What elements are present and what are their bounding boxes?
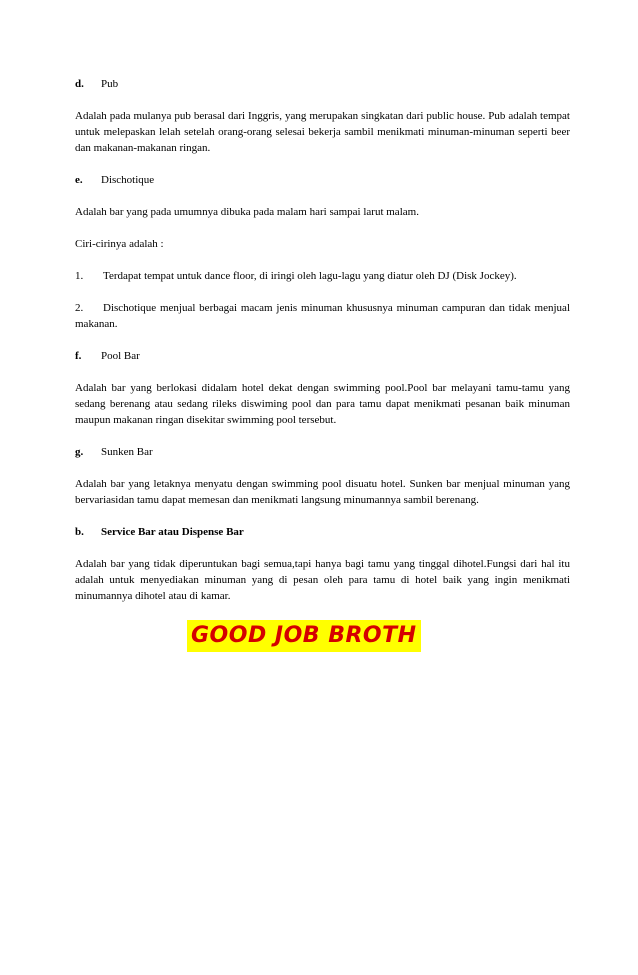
list-item-number: 2. bbox=[75, 302, 84, 314]
section-paragraph-sunken-bar: Adalah bar yang letaknya menyatu dengan swimming pool disuatu hotel. Sunken bar menjual minuman yang bervariasidan tamu dapat memesan dan menikmati langsung minumannya sambil berenang. bbox=[75, 478, 570, 506]
section-letter: e. bbox=[75, 174, 83, 186]
section-letter: g. bbox=[75, 446, 84, 458]
section-letter: b. bbox=[75, 526, 84, 538]
section-paragraph-service-bar: Adalah bar yang tidak diperuntukan bagi semua,tapi hanya bagi tamu yang tinggal dihotel.Fungsi dari hal itu adalah untuk menyediakan minuman yang di pesan oleh para tamu di hotel baik yang ingin menikmati minumannya dihotel atau di kamar. bbox=[75, 558, 570, 602]
section-heading-pool-bar bbox=[75, 348, 570, 364]
section-letter: f. bbox=[75, 350, 82, 362]
section-title: Dischotique bbox=[101, 174, 155, 186]
document-page bbox=[75, 76, 570, 652]
section-heading-service-bar bbox=[75, 524, 570, 540]
section-heading-sunken-bar bbox=[75, 444, 570, 460]
section-heading-pub bbox=[75, 76, 570, 92]
list-item-text: Dischotique menjual berbagai macam jenis minuman khususnya minuman campuran dan tidak menjual makanan. bbox=[75, 302, 570, 330]
section-title: Sunken Bar bbox=[101, 446, 153, 458]
section-paragraph-pub: Adalah pada mulanya pub berasal dari Inggris, yang merupakan singkatan dari public house. Pub adalah tempat untuk melepaskan lelah setelah orang-orang selesai bekerja sambil menikmati minuman-minuman seperti beer dan makanan-makanan ringan. bbox=[75, 110, 570, 154]
section-title: Pool Bar bbox=[101, 350, 140, 362]
section-paragraph-dischotique: Adalah bar yang pada umumnya dibuka pada malam hari sampai larut malam. bbox=[75, 206, 419, 218]
list-item-number: 1. bbox=[75, 270, 84, 282]
list-item bbox=[75, 300, 570, 332]
banner-container bbox=[75, 620, 570, 652]
section-heading-dischotique bbox=[75, 172, 570, 188]
section-title: Service Bar atau Dispense Bar bbox=[101, 526, 244, 538]
section-title: Pub bbox=[101, 78, 119, 90]
list-item bbox=[75, 268, 570, 284]
good-job-banner: GOOD JOB BROTH bbox=[187, 620, 421, 652]
features-label: Ciri-cirinya adalah : bbox=[75, 238, 164, 250]
section-paragraph-pool-bar: Adalah bar yang berlokasi didalam hotel dekat dengan swimming pool.Pool bar melayani tamu-tamu yang sedang berenang atau sedang rileks diswiming pool dan para tamu dapat menikmati pesanan baik minuman maupun makanan ringan disekitar swimming pool tersebut. bbox=[75, 382, 570, 426]
section-letter: d. bbox=[75, 78, 84, 90]
list-item-text: Terdapat tempat untuk dance floor, di iringi oleh lagu-lagu yang diatur oleh DJ (Disk Jockey). bbox=[103, 270, 517, 282]
